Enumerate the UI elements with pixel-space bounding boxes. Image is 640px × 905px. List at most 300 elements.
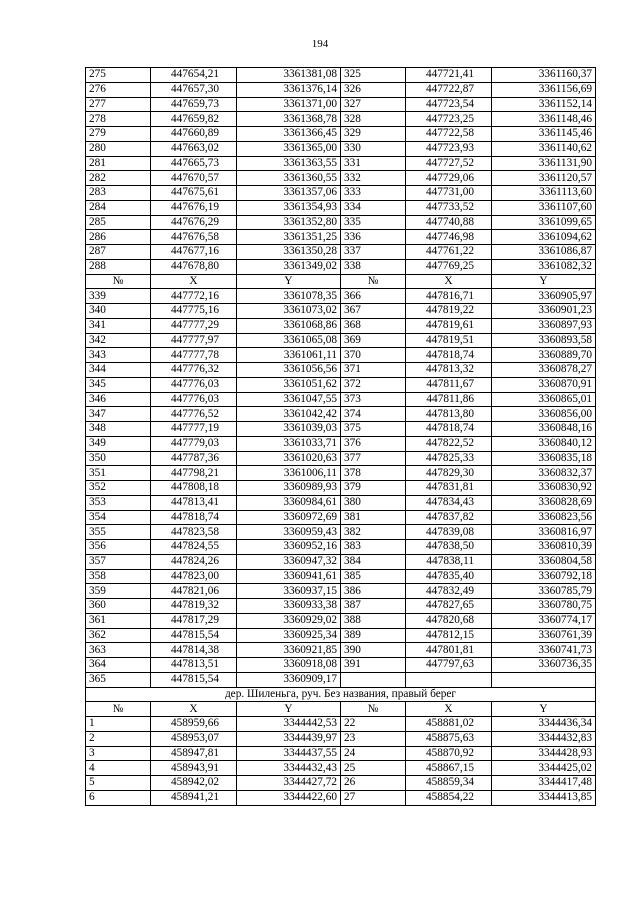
x-coordinate: 447729,06 [406,171,492,186]
x-coordinate: 447746,98 [406,230,492,245]
point-number: 282 [86,171,151,186]
point-number: 384 [341,554,406,569]
table-row [86,304,596,319]
y-coordinate: 3360905,97 [492,289,596,304]
y-coordinate: 3361107,60 [492,200,596,215]
x-coordinate: 447721,41 [406,68,492,83]
table-row [86,97,596,112]
header-y: Y [237,274,341,289]
table-row [86,200,596,215]
y-coordinate [492,672,596,687]
point-number: 377 [341,451,406,466]
point-number: 275 [86,68,151,83]
x-coordinate: 458881,02 [406,717,492,732]
header-number: № [341,274,406,289]
y-coordinate: 3360921,85 [237,643,341,658]
y-coordinate: 3360893,58 [492,333,596,348]
x-coordinate: 447798,21 [151,466,237,481]
point-number: 287 [86,245,151,260]
x-coordinate: 447831,81 [406,481,492,496]
y-coordinate: 3360909,17 [237,672,341,687]
x-coordinate: 447834,43 [406,495,492,510]
x-coordinate: 447777,19 [151,422,237,437]
x-coordinate: 447839,08 [406,525,492,540]
x-coordinate: 447827,65 [406,599,492,614]
header-row [86,702,596,717]
x-coordinate: 458943,91 [151,761,237,776]
y-coordinate: 3344427,72 [237,776,341,791]
point-number: 332 [341,171,406,186]
y-coordinate: 3361368,78 [237,112,341,127]
x-coordinate: 458854,22 [406,790,492,805]
table-row [86,186,596,201]
header-x: X [406,702,492,717]
x-coordinate: 447777,29 [151,318,237,333]
point-number: 342 [86,333,151,348]
x-coordinate: 447819,32 [151,599,237,614]
table-row [86,584,596,599]
point-number: 327 [341,97,406,112]
x-coordinate: 447659,82 [151,112,237,127]
y-coordinate: 3360989,93 [237,481,341,496]
y-coordinate: 3360959,43 [237,525,341,540]
x-coordinate: 447769,25 [406,259,492,274]
table-row [86,761,596,776]
header-x: X [406,274,492,289]
table-row [86,717,596,732]
point-number: 26 [341,776,406,791]
y-coordinate: 3361061,11 [237,348,341,363]
x-coordinate: 447837,82 [406,510,492,525]
header-y: Y [492,274,596,289]
table-row [86,569,596,584]
y-coordinate: 3361065,08 [237,333,341,348]
x-coordinate: 447821,06 [151,584,237,599]
x-coordinate: 447776,32 [151,363,237,378]
header-y: Y [492,702,596,717]
point-number: 278 [86,112,151,127]
y-coordinate: 3360780,75 [492,599,596,614]
point-number: 334 [341,200,406,215]
table-row [86,525,596,540]
x-coordinate: 447731,00 [406,186,492,201]
point-number: 391 [341,658,406,673]
y-coordinate: 3360792,18 [492,569,596,584]
table-row [86,68,596,83]
x-coordinate: 447678,80 [151,259,237,274]
point-number: 365 [86,672,151,687]
point-number: 385 [341,569,406,584]
table-row [86,436,596,451]
y-coordinate: 3360937,15 [237,584,341,599]
point-number: 389 [341,628,406,643]
point-number: 2 [86,731,151,746]
x-coordinate: 447829,30 [406,466,492,481]
header-x: X [151,274,237,289]
y-coordinate: 3361148,46 [492,112,596,127]
x-coordinate: 447832,49 [406,584,492,599]
point-number: 344 [86,363,151,378]
point-number: 347 [86,407,151,422]
x-coordinate: 447776,52 [151,407,237,422]
point-number: 328 [341,112,406,127]
x-coordinate: 447776,03 [151,392,237,407]
table-row [86,495,596,510]
point-number: 388 [341,613,406,628]
table-row [86,776,596,791]
point-number: 27 [341,790,406,805]
x-coordinate: 447815,54 [151,672,237,687]
y-coordinate: 3361140,62 [492,141,596,156]
x-coordinate: 447813,32 [406,363,492,378]
y-coordinate: 3360865,01 [492,392,596,407]
point-number: 378 [341,466,406,481]
x-coordinate: 447812,15 [406,628,492,643]
x-coordinate: 447818,74 [406,422,492,437]
table-row [86,348,596,363]
x-coordinate: 447819,61 [406,318,492,333]
y-coordinate: 3361131,90 [492,156,596,171]
point-number: 361 [86,613,151,628]
point-number: 374 [341,407,406,422]
y-coordinate: 3361357,06 [237,186,341,201]
x-coordinate: 447722,58 [406,127,492,142]
section-title-row [86,687,596,702]
header-y: Y [237,702,341,717]
x-coordinate: 458875,63 [406,731,492,746]
y-coordinate: 3361047,55 [237,392,341,407]
y-coordinate: 3361354,93 [237,200,341,215]
y-coordinate: 3360741,73 [492,643,596,658]
x-coordinate: 447813,80 [406,407,492,422]
y-coordinate: 3360952,16 [237,540,341,555]
table-row [86,392,596,407]
y-coordinate: 3344439,97 [237,731,341,746]
y-coordinate: 3344442,53 [237,717,341,732]
x-coordinate: 447819,51 [406,333,492,348]
x-coordinate: 447659,73 [151,97,237,112]
point-number: 1 [86,717,151,732]
table-row [86,230,596,245]
table-row [86,141,596,156]
table-row [86,422,596,437]
y-coordinate: 3360774,17 [492,613,596,628]
y-coordinate: 3361371,00 [237,97,341,112]
y-coordinate: 3360810,39 [492,540,596,555]
point-number: 351 [86,466,151,481]
y-coordinate: 3361086,87 [492,245,596,260]
table-row [86,599,596,614]
table-row [86,112,596,127]
x-coordinate: 458942,02 [151,776,237,791]
x-coordinate: 447670,57 [151,171,237,186]
y-coordinate: 3361120,57 [492,171,596,186]
point-number: 341 [86,318,151,333]
point-number: 359 [86,584,151,599]
y-coordinate: 3360918,08 [237,658,341,673]
point-number: 360 [86,599,151,614]
x-coordinate: 447838,50 [406,540,492,555]
x-coordinate: 447818,74 [151,510,237,525]
x-coordinate: 447813,51 [151,658,237,673]
y-coordinate: 3361152,14 [492,97,596,112]
x-coordinate: 447824,26 [151,554,237,569]
point-number: 386 [341,584,406,599]
y-coordinate: 3361033,71 [237,436,341,451]
page-number: 194 [311,38,329,50]
x-coordinate: 458867,15 [406,761,492,776]
table-row [86,289,596,304]
y-coordinate: 3344432,83 [492,731,596,746]
x-coordinate: 447723,54 [406,97,492,112]
x-coordinate: 447723,25 [406,112,492,127]
point-number: 340 [86,304,151,319]
y-coordinate: 3360761,39 [492,628,596,643]
table-row [86,245,596,260]
header-number: № [86,274,151,289]
table-row [86,658,596,673]
y-coordinate: 3344432,43 [237,761,341,776]
y-coordinate: 3360816,97 [492,525,596,540]
y-coordinate: 3344428,93 [492,746,596,761]
y-coordinate: 3360835,18 [492,451,596,466]
point-number: 325 [341,68,406,83]
point-number: 339 [86,289,151,304]
x-coordinate: 447723,93 [406,141,492,156]
point-number: 364 [86,658,151,673]
point-number: 288 [86,259,151,274]
table-row [86,318,596,333]
y-coordinate: 3360925,34 [237,628,341,643]
point-number [341,672,406,687]
y-coordinate: 3360804,58 [492,554,596,569]
point-number: 354 [86,510,151,525]
x-coordinate: 447820,68 [406,613,492,628]
x-coordinate: 447676,58 [151,230,237,245]
point-number: 367 [341,304,406,319]
point-number: 335 [341,215,406,230]
point-number: 372 [341,377,406,392]
point-number: 25 [341,761,406,776]
x-coordinate: 447808,18 [151,481,237,496]
x-coordinate: 447657,30 [151,82,237,97]
x-coordinate: 447811,86 [406,392,492,407]
point-number: 356 [86,540,151,555]
point-number: 6 [86,790,151,805]
table-row [86,156,596,171]
y-coordinate: 3361039,03 [237,422,341,437]
point-number: 333 [341,186,406,201]
y-coordinate: 3361156,69 [492,82,596,97]
point-number: 23 [341,731,406,746]
x-coordinate: 458959,66 [151,717,237,732]
point-number: 350 [86,451,151,466]
x-coordinate: 447801,81 [406,643,492,658]
table-row [86,377,596,392]
table-row [86,333,596,348]
table-row [86,554,596,569]
x-coordinate: 458859,34 [406,776,492,791]
y-coordinate: 3361363,55 [237,156,341,171]
y-coordinate: 3361099,65 [492,215,596,230]
y-coordinate: 3361145,46 [492,127,596,142]
point-number: 379 [341,481,406,496]
x-coordinate: 447815,54 [151,628,237,643]
x-coordinate: 447761,22 [406,245,492,260]
table-row [86,466,596,481]
point-number: 373 [341,392,406,407]
point-number: 279 [86,127,151,142]
x-coordinate: 447838,11 [406,554,492,569]
point-number: 277 [86,97,151,112]
y-coordinate: 3360870,91 [492,377,596,392]
table-row [86,363,596,378]
x-coordinate: 447776,03 [151,377,237,392]
point-number: 336 [341,230,406,245]
point-number: 329 [341,127,406,142]
point-number: 348 [86,422,151,437]
table-row [86,540,596,555]
header-number: № [341,702,406,717]
x-coordinate: 447660,89 [151,127,237,142]
point-number: 331 [341,156,406,171]
y-coordinate: 3360840,12 [492,436,596,451]
coordinates-table [85,67,596,806]
table-row [86,628,596,643]
x-coordinate: 447813,41 [151,495,237,510]
x-coordinate: 447811,67 [406,377,492,392]
point-number: 370 [341,348,406,363]
x-coordinate: 458870,92 [406,746,492,761]
y-coordinate: 3360878,27 [492,363,596,378]
table-row [86,790,596,805]
point-number: 363 [86,643,151,658]
x-coordinate: 447824,55 [151,540,237,555]
point-number: 366 [341,289,406,304]
point-number: 285 [86,215,151,230]
point-number: 3 [86,746,151,761]
y-coordinate: 3361042,42 [237,407,341,422]
x-coordinate: 458953,07 [151,731,237,746]
point-number: 345 [86,377,151,392]
x-coordinate: 447823,00 [151,569,237,584]
point-number: 353 [86,495,151,510]
y-coordinate: 3361020,63 [237,451,341,466]
y-coordinate: 3361056,56 [237,363,341,378]
point-number: 390 [341,643,406,658]
y-coordinate: 3361073,02 [237,304,341,319]
point-number: 383 [341,540,406,555]
y-coordinate: 3360848,16 [492,422,596,437]
y-coordinate: 3344425,02 [492,761,596,776]
point-number: 382 [341,525,406,540]
y-coordinate: 3361078,35 [237,289,341,304]
point-number: 346 [86,392,151,407]
y-coordinate: 3361113,60 [492,186,596,201]
table-row [86,672,596,687]
x-coordinate: 447772,16 [151,289,237,304]
table-row [86,407,596,422]
y-coordinate: 3361349,02 [237,259,341,274]
y-coordinate: 3360856,00 [492,407,596,422]
y-coordinate: 3344436,34 [492,717,596,732]
header-row [86,274,596,289]
x-coordinate [406,672,492,687]
point-number: 387 [341,599,406,614]
point-number: 276 [86,82,151,97]
point-number: 5 [86,776,151,791]
x-coordinate: 447665,73 [151,156,237,171]
y-coordinate: 3360832,37 [492,466,596,481]
point-number: 369 [341,333,406,348]
y-coordinate: 3360736,35 [492,658,596,673]
point-number: 286 [86,230,151,245]
point-number: 326 [341,82,406,97]
x-coordinate: 447818,74 [406,348,492,363]
x-coordinate: 458947,81 [151,746,237,761]
header-x: X [151,702,237,717]
y-coordinate: 3344437,55 [237,746,341,761]
point-number: 22 [341,717,406,732]
y-coordinate: 3360830,92 [492,481,596,496]
y-coordinate: 3361350,28 [237,245,341,260]
x-coordinate: 447835,40 [406,569,492,584]
x-coordinate: 447775,16 [151,304,237,319]
x-coordinate: 458941,21 [151,790,237,805]
x-coordinate: 447777,78 [151,348,237,363]
point-number: 349 [86,436,151,451]
table-row [86,82,596,97]
point-number: 380 [341,495,406,510]
y-coordinate: 3361006,11 [237,466,341,481]
y-coordinate: 3361366,45 [237,127,341,142]
point-number: 368 [341,318,406,333]
y-coordinate: 3361376,14 [237,82,341,97]
y-coordinate: 3361352,80 [237,215,341,230]
table-row [86,451,596,466]
x-coordinate: 447823,58 [151,525,237,540]
x-coordinate: 447814,38 [151,643,237,658]
header-number: № [86,702,151,717]
x-coordinate: 447740,88 [406,215,492,230]
y-coordinate: 3360823,56 [492,510,596,525]
x-coordinate: 447819,22 [406,304,492,319]
table-row [86,215,596,230]
table-row [86,613,596,628]
x-coordinate: 447722,87 [406,82,492,97]
x-coordinate: 447677,16 [151,245,237,260]
y-coordinate: 3361082,32 [492,259,596,274]
table-row [86,171,596,186]
point-number: 355 [86,525,151,540]
table-row [86,127,596,142]
table-row [86,510,596,525]
point-number: 283 [86,186,151,201]
x-coordinate: 447825,33 [406,451,492,466]
y-coordinate: 3360941,61 [237,569,341,584]
point-number: 357 [86,554,151,569]
x-coordinate: 447727,52 [406,156,492,171]
y-coordinate: 3361351,25 [237,230,341,245]
x-coordinate: 447654,21 [151,68,237,83]
y-coordinate: 3361381,08 [237,68,341,83]
x-coordinate: 447663,02 [151,141,237,156]
y-coordinate: 3360889,70 [492,348,596,363]
x-coordinate: 447779,03 [151,436,237,451]
point-number: 337 [341,245,406,260]
point-number: 330 [341,141,406,156]
y-coordinate: 3361051,62 [237,377,341,392]
